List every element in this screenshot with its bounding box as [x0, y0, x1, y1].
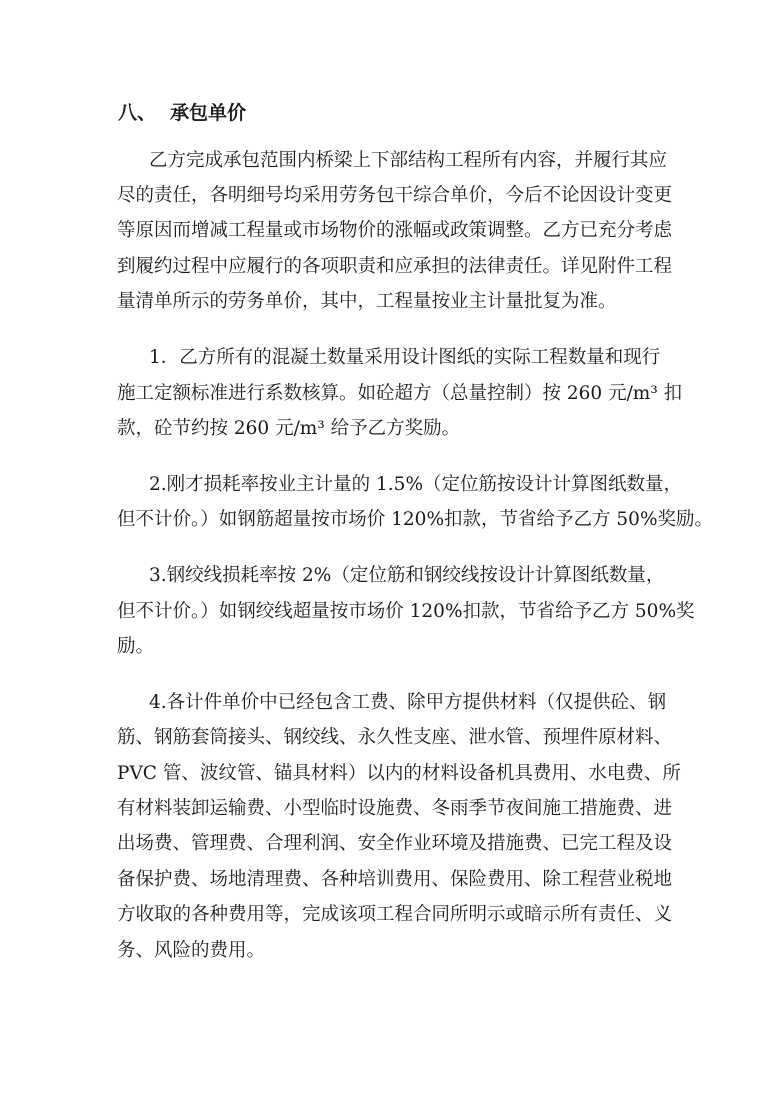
paragraph-line: 3.钢绞线损耗率按 2%（定位筋和钢绞线按设计计算图纸数量， [149, 565, 665, 586]
paragraph-line: 方收取的各种费用等，完成该项工程合同所明示或暗示所有责任、义 [117, 904, 673, 925]
paragraph-line: 乙方完成承包范围内桥梁上下部结构工程所有内容，并履行其应 [149, 150, 668, 171]
paragraph-line: 4.各计件单价中已经包含工费、除甲方提供材料（仅提供砼、钢 [149, 692, 667, 713]
paragraph-line: 务、风险的费用。 [117, 940, 266, 961]
section-title: 承包单价 [170, 102, 247, 124]
paragraph-line: 到履约过程中应履行的各项职责和应承担的法律责任。详见附件工程 [117, 256, 673, 277]
section-heading [118, 98, 246, 128]
paragraph-line: 1．乙方所有的混凝土数量采用设计图纸的实际工程数量和现行 [149, 347, 661, 368]
paragraph-line: 款，砼节约按 260 元/m³ 给予乙方奖励。 [117, 418, 461, 439]
paragraph-line: 但不计价。）如钢绞线超量按市场价 120%扣款，节省给予乙方 50%奖 [117, 601, 695, 622]
paragraph-line: 出场费、管理费、合理利润、安全作业环境及措施费、已完工程及设 [117, 833, 673, 854]
paragraph-line: 量清单所示的劳务单价，其中，工程量按业主计量批复为准。 [117, 291, 617, 312]
paragraph-line: 施工定额标准进行系数核算。如砼超方（总量控制）按 260 元/m³ 扣 [117, 383, 683, 404]
paragraph-line: PVC 管、波纹管、锚具材料）以内的材料设备机具费用、水电费、所 [117, 763, 681, 784]
paragraph-line: 2.刚才损耗率按业主计量的 1.5%（定位筋按设计计算图纸数量， [149, 474, 683, 495]
paragraph-line: 备保护费、场地清理费、各种培训费用、保险费用、除工程营业税地 [117, 869, 673, 890]
paragraph-line: 有材料装卸运输费、小型临时设施费、冬雨季节夜间施工措施费、进 [117, 798, 673, 819]
paragraph-line: 筋、钢筋套筒接头、钢绞线、永久性支座、泄水管、预埋件原材料、 [117, 727, 673, 748]
paragraph-line: 励。 [117, 636, 155, 657]
paragraph-line: 等原因而增减工程量或市场物价的涨幅或政策调整。乙方已充分考虑 [117, 220, 673, 241]
section-number: 八、 [118, 102, 157, 124]
paragraph-line: 尽的责任，各明细号均采用劳务包干综合单价，今后不论因设计变更 [117, 185, 673, 206]
paragraph-line: 但不计价。）如钢筋超量按市场价 120%扣款，节省给予乙方 50%奖励。 [117, 509, 714, 530]
